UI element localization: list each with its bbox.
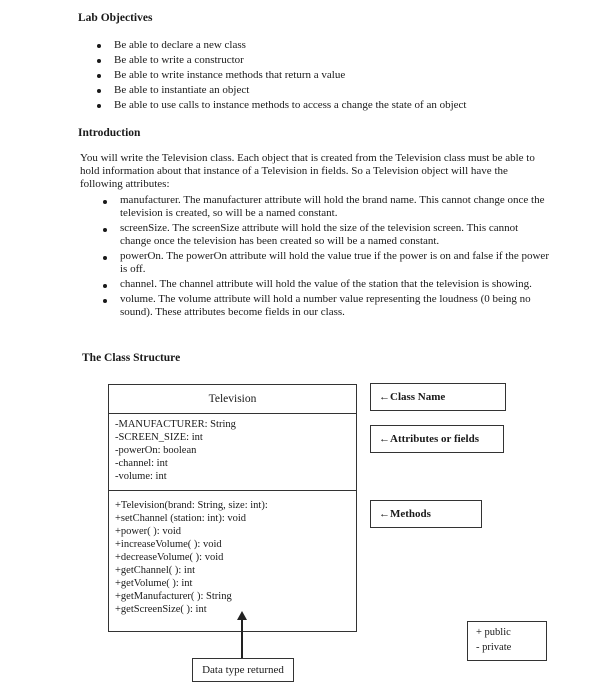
uml-method: +getManufacturer( ): String xyxy=(115,591,232,602)
uml-field: -SCREEN_SIZE: int xyxy=(115,432,203,443)
attributes-callout: ←Attributes or fields xyxy=(370,425,504,453)
uml-method: +getVolume( ): int xyxy=(115,578,193,589)
introduction-paragraph: You will write the Television class. Each object that is created from the Television class must be able to hold information about that instance of a Television in fields. So a Television object will have the following attributes: xyxy=(80,152,535,190)
lab-objectives-heading: Lab Objectives xyxy=(78,12,153,24)
uml-method: +getScreenSize( ): int xyxy=(115,604,207,615)
objective-item: Be able to write instance methods that return a value xyxy=(114,68,554,83)
attribute-item: volume. The volume attribute will hold a number value representing the loudness (0 being no sound). These attributes become fields in our class. xyxy=(120,293,550,319)
attributes-list xyxy=(120,194,550,321)
return-type-arrow-shaft xyxy=(241,618,243,658)
uml-methods-section xyxy=(109,490,356,620)
uml-field: -powerOn: boolean xyxy=(115,445,197,456)
uml-field: -MANUFACTURER: String xyxy=(115,419,236,430)
uml-method: +increaseVolume( ): void xyxy=(115,539,222,550)
uml-method: +decreaseVolume( ): void xyxy=(115,552,224,563)
attribute-item: channel. The channel attribute will hold the value of the station that the television is showing. xyxy=(120,278,550,291)
legend-private: - private xyxy=(476,642,512,653)
uml-class-diagram xyxy=(108,384,357,632)
uml-fields-section xyxy=(109,414,356,490)
lab-objectives-list xyxy=(114,38,554,113)
arrow-up-icon xyxy=(237,611,247,620)
attribute-item: manufacturer. The manufacturer attribute will hold the brand name. This cannot change once the television is created, so will be a named constant. xyxy=(120,194,550,220)
uml-field: -volume: int xyxy=(115,471,167,482)
legend-public: + public xyxy=(476,627,511,638)
class-structure-heading: The Class Structure xyxy=(82,352,181,364)
uml-method: +power( ): void xyxy=(115,526,181,537)
attribute-item: powerOn. The powerOn attribute will hold the value true if the power is on and false if the power is off. xyxy=(120,250,549,275)
uml-field: -channel: int xyxy=(115,458,168,469)
uml-method: +Television(brand: String, size: int): xyxy=(115,500,268,511)
visibility-legend xyxy=(467,621,547,661)
methods-callout: ←Methods xyxy=(370,500,482,528)
introduction-heading: Introduction xyxy=(78,127,141,139)
objective-item: Be able to declare a new class xyxy=(114,38,554,53)
objective-item: Be able to use calls to instance methods to access a change the state of an object xyxy=(114,98,554,113)
data-type-returned-label: Data type returned xyxy=(192,658,294,682)
class-name-callout: ←Class Name xyxy=(370,383,506,411)
objective-item: Be able to instantiate an object xyxy=(114,83,554,98)
uml-method: +getChannel( ): int xyxy=(115,565,195,576)
uml-class-name: Television xyxy=(109,385,356,414)
uml-method: +setChannel (station: int): void xyxy=(115,513,247,524)
objective-item: Be able to write a constructor xyxy=(114,53,554,68)
attribute-item: screenSize. The screenSize attribute will hold the size of the television screen. This cannot change once the television has been created so will be a named constant. xyxy=(120,222,550,248)
